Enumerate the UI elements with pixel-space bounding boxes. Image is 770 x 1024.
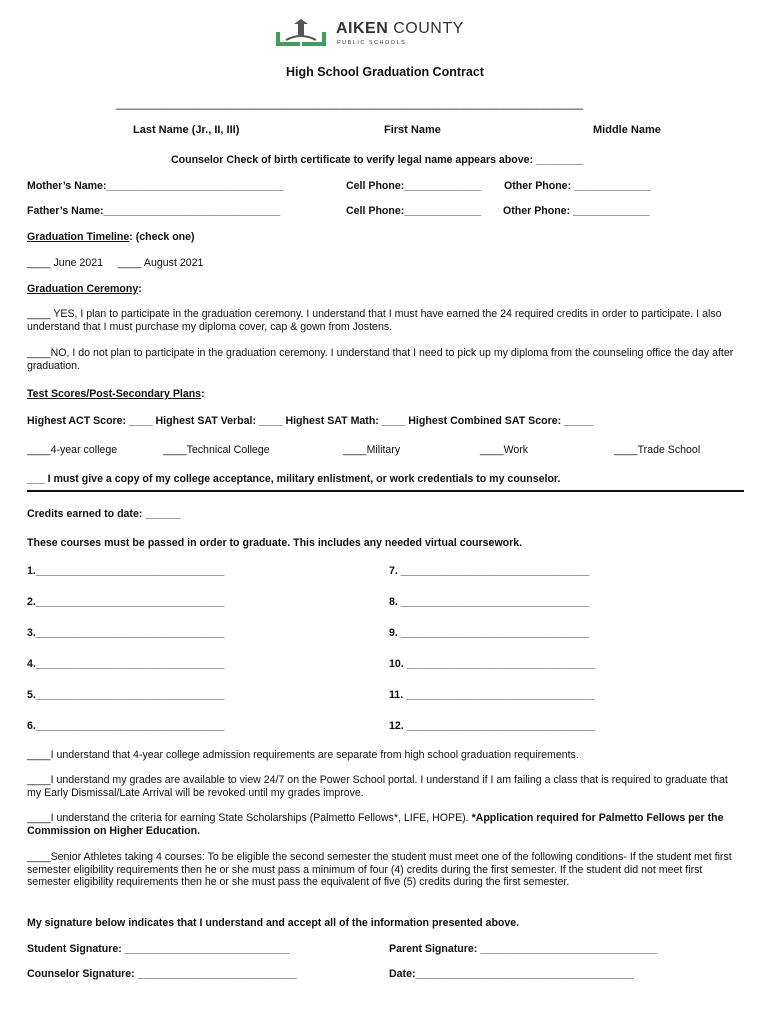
student-name-line[interactable]: ______________________________________________________________________ xyxy=(116,96,584,110)
counselor-check[interactable]: Counselor Check of birth certificate to verify legal name appears above: ________ xyxy=(171,154,584,166)
signature-intro: My signature below indicates that I understand and accept all of the information presented above. xyxy=(27,917,520,929)
mother-other-phone-field[interactable]: Other Phone: _____________ xyxy=(504,180,651,192)
statement-scholarships[interactable] xyxy=(27,812,743,837)
father-cell-field[interactable]: Cell Phone:_____________ xyxy=(346,205,481,217)
credits-earned-field[interactable]: Credits earned to date: ______ xyxy=(27,508,181,520)
counselor-signature-field[interactable]: Counselor Signature: ___________________________ xyxy=(27,968,297,980)
plan-trade-school[interactable]: ____Trade School xyxy=(614,444,701,456)
ceremony-heading-row xyxy=(27,283,142,295)
course-line-3[interactable]: 3.________________________________ xyxy=(27,627,225,639)
course-line-4[interactable]: 4.________________________________ xyxy=(27,658,225,670)
page-title: High School Graduation Contract xyxy=(286,65,484,79)
plan-work[interactable]: ____Work xyxy=(480,444,529,456)
credentials-copy-statement[interactable]: ___ I must give a copy of my college acceptance, military enlistment, or work credentials to my counselor. xyxy=(27,473,561,485)
logo-name xyxy=(336,20,464,38)
tests-colon: : xyxy=(201,388,205,400)
logo-subtitle: PUBLIC SCHOOLS xyxy=(337,40,407,46)
ceremony-colon: : xyxy=(138,283,142,295)
course-line-9[interactable]: 9. ________________________________ xyxy=(389,627,590,639)
course-line-11[interactable]: 11. ________________________________ xyxy=(389,689,595,701)
tests-heading: Test Scores/Post-Secondary Plans xyxy=(27,388,202,400)
courses-intro: These courses must be passed in order to graduate. This includes any needed virtual coursework. xyxy=(27,537,523,549)
tests-heading-row xyxy=(27,388,205,400)
statement-college-admission[interactable]: ____I understand that 4-year college admission requirements are separate from high school graduation requirements. xyxy=(27,749,579,761)
ceremony-no-option[interactable]: ____NO, I do not plan to participate in the graduation ceremony. I understand that I need to pick up my diploma from the counseling office the day after graduation. xyxy=(27,347,734,372)
parent-signature-field[interactable]: Parent Signature: ______________________________ xyxy=(389,943,657,955)
mother-name-field[interactable]: Mother’s Name:______________________________ xyxy=(27,180,284,192)
course-line-12[interactable]: 12. ________________________________ xyxy=(389,720,596,732)
statement-senior-athletes[interactable]: ____Senior Athletes taking 4 courses: To be eligible the second semester the student must meet one of the following conditions- If the student met first semester eligibility requirements then he or she must pass a minimum of four (4) credits during the first semester. If the student did not meet first semester eligibility requirements then he or she must pass the equivalent of five (5) credits during the first semester. xyxy=(27,851,732,889)
scholarship-text: ____I understand the criteria for earning State Scholarships (Palmetto Fellows*, LIFE, HOPE). xyxy=(27,812,472,824)
scholarship-note: *Application required for Palmetto Fellows per the Commission on Higher Education. xyxy=(27,812,724,837)
course-line-8[interactable]: 8. ________________________________ xyxy=(389,596,590,608)
june-2021-option[interactable]: ____ June 2021 xyxy=(27,257,103,269)
timeline-note: : (check one) xyxy=(129,231,195,243)
first-name-label: First Name xyxy=(384,124,441,136)
father-other-phone-field[interactable]: Other Phone: _____________ xyxy=(503,205,650,217)
course-line-6[interactable]: 6.________________________________ xyxy=(27,720,225,732)
timeline-heading: Graduation Timeline xyxy=(27,231,130,243)
aiken-county-logo xyxy=(276,18,496,48)
course-line-7[interactable]: 7. ________________________________ xyxy=(389,565,590,577)
test-scores-fields[interactable]: Highest ACT Score: ____ Highest SAT Verbal: ____ Highest SAT Math: ____ Highest Combined SAT Score: _____ xyxy=(27,415,594,427)
date-field[interactable]: Date:_____________________________________ xyxy=(389,968,634,980)
logo-name-bold: AIKEN xyxy=(336,20,389,37)
section-divider xyxy=(27,490,744,492)
mother-cell-field[interactable]: Cell Phone:_____________ xyxy=(346,180,481,192)
statement-power-school[interactable]: ____I understand my grades are available to view 24/7 on the Power School portal. I understand if I am failing a class that is required to graduate that my Early Dismissal/Late Arrival will be revoked until my grades improve. xyxy=(27,774,728,799)
course-line-2[interactable]: 2.________________________________ xyxy=(27,596,225,608)
plan-technical-college[interactable]: ____Technical College xyxy=(163,444,270,456)
course-line-1[interactable]: 1.________________________________ xyxy=(27,565,225,577)
student-signature-field[interactable]: Student Signature: ____________________________ xyxy=(27,943,290,955)
last-name-label: Last Name (Jr., II, III) xyxy=(133,124,240,136)
course-line-5[interactable]: 5.________________________________ xyxy=(27,689,225,701)
timeline-heading-row xyxy=(27,231,195,243)
ceremony-heading: Graduation Ceremony xyxy=(27,283,139,295)
august-2021-option[interactable]: ____ August 2021 xyxy=(118,257,204,269)
course-line-10[interactable]: 10. ________________________________ xyxy=(389,658,596,670)
middle-name-label: Middle Name xyxy=(593,124,661,136)
father-name-field[interactable]: Father’s Name:______________________________ xyxy=(27,205,281,217)
plan-4-year-college[interactable]: ____4-year college xyxy=(27,444,118,456)
ceremony-yes-option[interactable]: ____ YES, I plan to participate in the graduation ceremony. I understand that I must have earned the 24 required credits in order to participate. I also understand that I must purchase my diploma cover, cap & gown from Jostens. xyxy=(27,308,722,333)
plan-military[interactable]: ____Military xyxy=(343,444,401,456)
school-logo-icon xyxy=(276,18,326,48)
logo-name-light: COUNTY xyxy=(393,20,464,37)
